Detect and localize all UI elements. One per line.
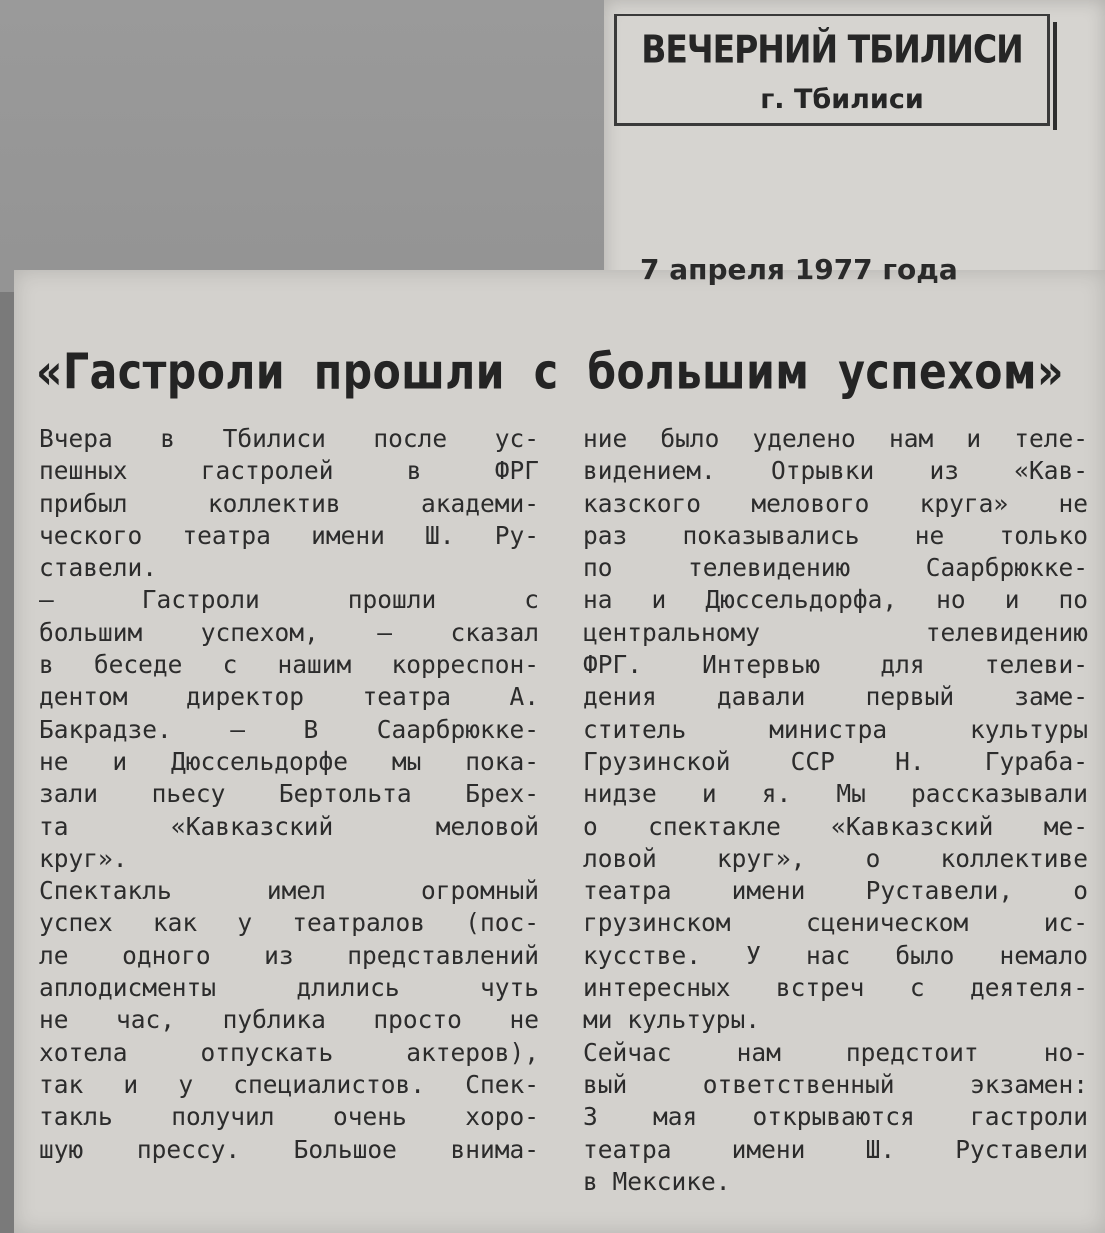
article-line: театра имени Ш. Руставели <box>583 1134 1088 1164</box>
article-line: дентом директор театра А. <box>39 682 539 712</box>
article-line: дения давали первый заме- <box>583 682 1088 712</box>
article-line: казского мелового круга» не <box>583 488 1088 518</box>
article-line: в беседе с нашим корреспон- <box>39 650 539 680</box>
article-line: грузинском сценическом ис- <box>583 908 1088 938</box>
article-line: театра имени Руставели, о <box>583 876 1088 906</box>
article-line: раз показывались не только <box>583 520 1088 550</box>
article-line: так и у специалистов. Спек- <box>39 1069 539 1099</box>
article-line: центральному телевидению <box>583 617 1088 647</box>
article-line: Спектакль имел огромный <box>39 876 539 906</box>
article-line: 3 мая открываются гастроли <box>583 1102 1088 1132</box>
article-line: не и Дюссельдорфе мы пока- <box>39 746 539 776</box>
article-line: ФРГ. Интервью для телеви- <box>583 650 1088 680</box>
newspaper-stamp <box>614 14 1050 126</box>
article-line: шую прессу. Большое внима- <box>39 1134 539 1164</box>
article-line: аплодисменты длились чуть <box>39 973 539 1003</box>
article-line: хотела отпускать актеров), <box>39 1037 539 1067</box>
article-column-left <box>39 423 539 1166</box>
article-line: по телевидению Саарбрюкке- <box>583 553 1088 583</box>
stamp-city: г. Тбилиси <box>760 84 924 115</box>
article-line: такль получил очень хоро- <box>39 1102 539 1132</box>
article-line: ловой круг», о коллективе <box>583 843 1088 873</box>
article-line: ле одного из представлений <box>39 940 539 970</box>
article-headline: «Гастроли прошли с большим успехом» <box>36 343 1064 401</box>
article-line: интересных встреч с деятеля- <box>583 973 1088 1003</box>
article-line: ститель министра культуры <box>583 714 1088 744</box>
article-line: успех как у театралов (пос- <box>39 908 539 938</box>
article-line: Вчера в Тбилиси после ус- <box>39 424 539 453</box>
article-line: ческого театра имени Ш. Ру- <box>39 520 539 550</box>
article-line: пешных гастролей в ФРГ <box>39 456 539 486</box>
article-line: большим успехом, — сказал <box>39 617 539 647</box>
article-column-right <box>583 423 1088 1198</box>
publication-date: 7 апреля 1977 года <box>640 253 958 286</box>
article-line: на и Дюссельдорфа, но и по <box>583 585 1088 615</box>
article-line: видением. Отрывки из «Кав- <box>583 456 1088 486</box>
article-line: в Мексике. <box>583 1166 731 1196</box>
article-line: не час, публика просто не <box>39 1005 539 1035</box>
article-line: та «Кавказский меловой <box>39 811 539 841</box>
article-line: круг». <box>39 843 128 873</box>
article-line: ми культуры. <box>583 1005 761 1035</box>
article-line: прибыл коллектив академи- <box>39 488 539 518</box>
article-line: — Гастроли прошли с <box>39 585 539 615</box>
article-line: Грузинской ССР Н. Гураба- <box>583 746 1088 776</box>
article-line: о спектакле «Кавказский ме- <box>583 811 1088 841</box>
article-line: Сейчас нам предстоит но- <box>583 1037 1088 1067</box>
article-line: Бакрадзе. — В Саарбрюкке- <box>39 714 539 744</box>
article-line: нидзе и я. Мы рассказывали <box>583 779 1088 809</box>
article-line: зали пьесу Бертольта Брех- <box>39 779 539 809</box>
article-line: ставели. <box>39 553 158 583</box>
stamp-newspaper-name: ВЕЧЕРНИЙ ТБИЛИСИ <box>641 27 1023 72</box>
article-line: ние было уделено нам и теле- <box>583 424 1088 453</box>
article-line: кусстве. У нас было немало <box>583 940 1088 970</box>
article-line: вый ответственный экзамен: <box>583 1069 1088 1099</box>
